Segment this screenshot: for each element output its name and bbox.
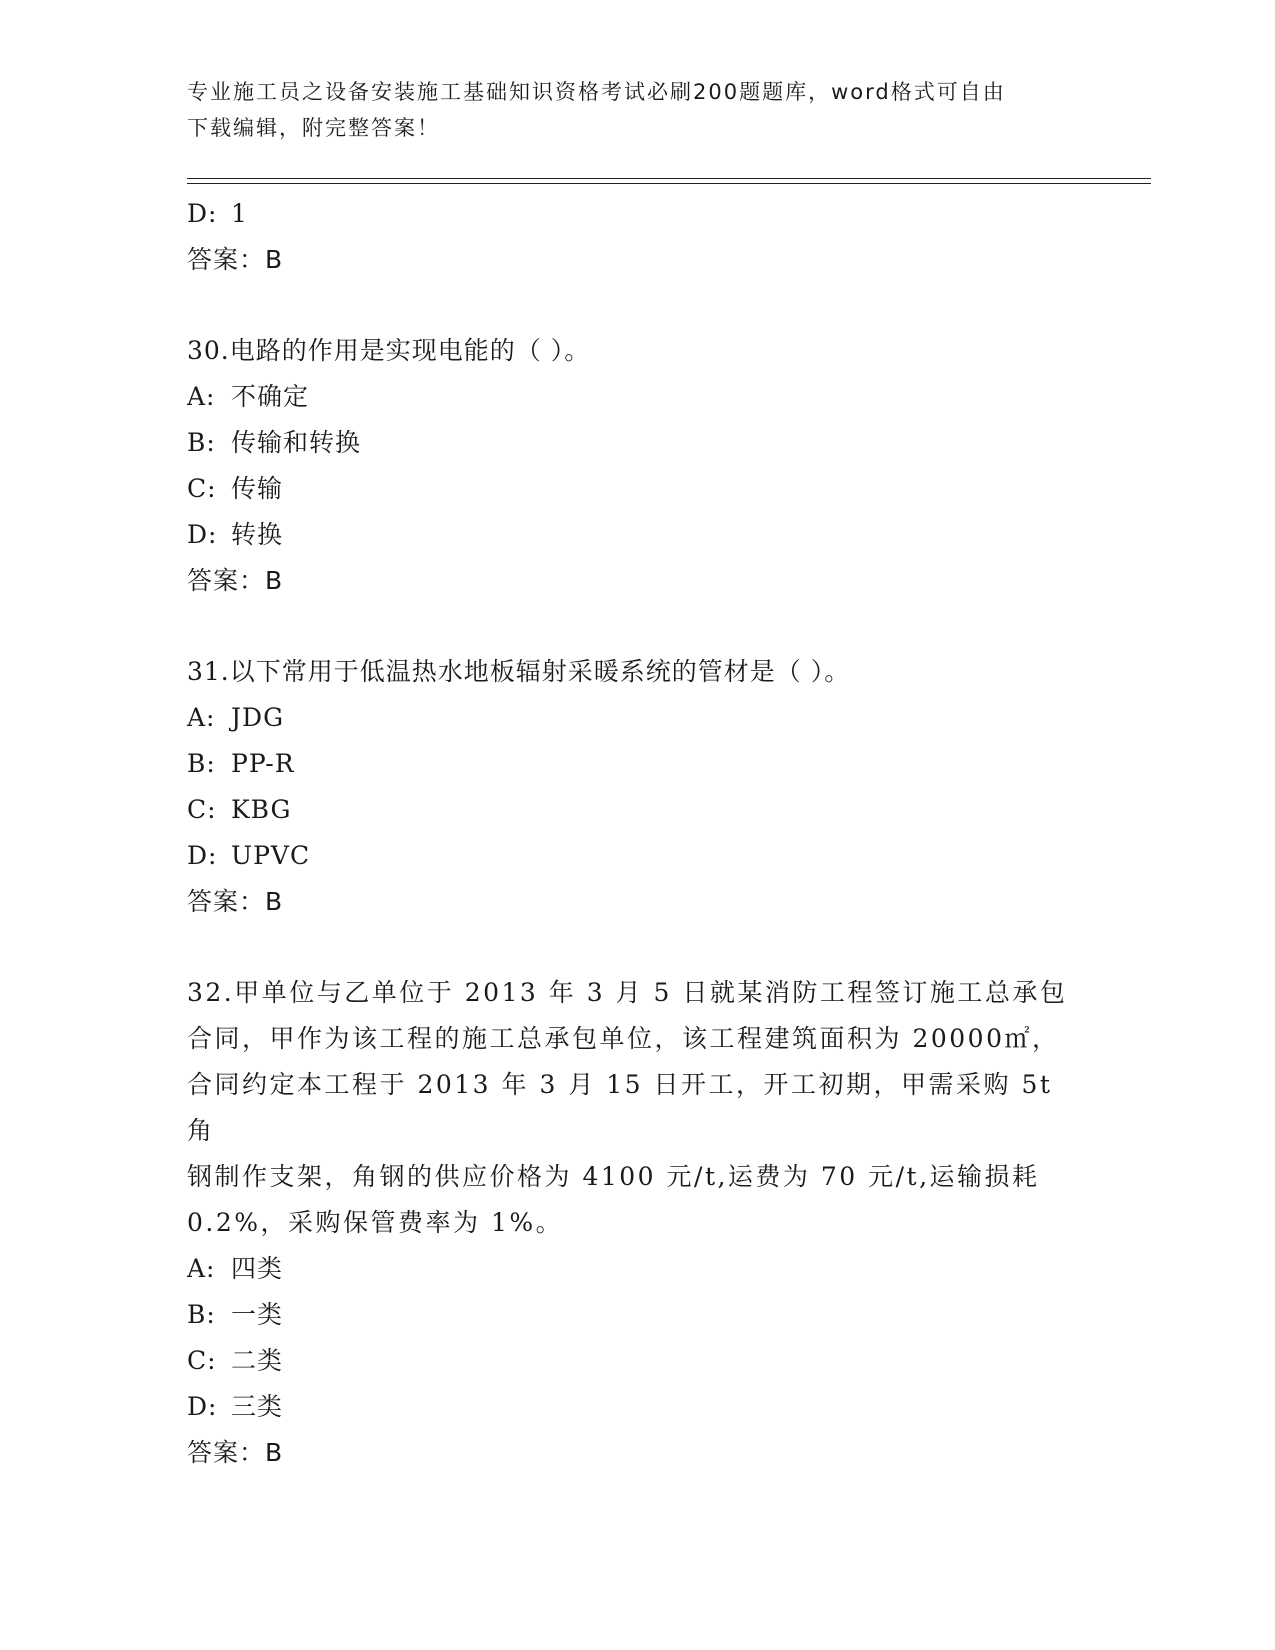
option-key: D: [187, 199, 218, 228]
question-stem-line: 0.2%，采购保管费率为 1%。 [187, 1208, 564, 1237]
option-text: KBG [231, 795, 292, 824]
option-text: PP-R [231, 749, 295, 778]
option-a [187, 1246, 1087, 1292]
question-stem-line: 合同约定本工程于 2013 年 3 月 15 日开工，开工初期，甲需采购 5t 角 [187, 1070, 1053, 1145]
answer-line: 答案：B [187, 566, 284, 595]
question-30 [187, 328, 1087, 604]
option-text: 1 [231, 199, 248, 228]
option-key: B: [187, 428, 216, 457]
option-key: C: [187, 1346, 217, 1375]
option-d [187, 191, 1087, 237]
option-key: A: [187, 703, 216, 732]
answer-line: 答案：B [187, 887, 284, 916]
previous-question-tail [187, 191, 1087, 283]
option-c [187, 787, 1087, 833]
question-stem: 31.以下常用于低温热水地板辐射采暖系统的管材是（ ）。 [187, 657, 851, 686]
question-31 [187, 649, 1087, 925]
header-line-2: 下载编辑，附完整答案！ [187, 116, 440, 140]
option-key: A: [187, 1254, 216, 1283]
option-text: 转换 [231, 520, 284, 549]
option-d [187, 1384, 1087, 1430]
option-key: A: [187, 382, 216, 411]
option-b [187, 420, 1087, 466]
question-stem-line: 钢制作支架，角钢的供应价格为 4100 元/t,运费为 70 元/t,运输损耗 [187, 1162, 1040, 1191]
option-text: 四类 [231, 1254, 284, 1283]
answer-line: 答案：B [187, 1438, 284, 1467]
option-text: 一类 [231, 1300, 284, 1329]
option-d [187, 833, 1087, 879]
option-key: D: [187, 520, 218, 549]
answer-line: 答案：B [187, 245, 284, 274]
question-stem-line: 32.甲单位与乙单位于 2013 年 3 月 5 日就某消防工程签订施工总承包 [187, 978, 1068, 1007]
option-key: C: [187, 474, 217, 503]
option-d [187, 512, 1087, 558]
option-key: B: [187, 749, 216, 778]
option-text: UPVC [231, 841, 311, 870]
option-b [187, 1292, 1087, 1338]
option-text: JDG [231, 703, 285, 732]
option-c [187, 466, 1087, 512]
option-c [187, 1338, 1087, 1384]
header-divider-top [187, 178, 1151, 179]
header-line-1: 专业施工员之设备安装施工基础知识资格考试必刷200题题库，word格式可自由 [187, 80, 1006, 104]
document-body [187, 191, 1087, 1476]
option-text: 不确定 [231, 382, 310, 411]
question-stem-line: 合同，甲作为该工程的施工总承包单位，该工程建筑面积为 20000㎡， [187, 1024, 1060, 1053]
question-stem [187, 970, 1077, 1246]
option-text: 传输 [231, 474, 284, 503]
option-a [187, 695, 1087, 741]
header-divider-bottom [187, 183, 1151, 184]
option-b [187, 741, 1087, 787]
document-header [187, 74, 1067, 146]
option-text: 三类 [231, 1392, 284, 1421]
option-text: 传输和转换 [231, 428, 362, 457]
option-key: D: [187, 841, 218, 870]
question-stem: 30.电路的作用是实现电能的（ ）。 [187, 336, 591, 365]
option-text: 二类 [231, 1346, 284, 1375]
option-a [187, 374, 1087, 420]
question-32 [187, 970, 1087, 1476]
option-key: D: [187, 1392, 218, 1421]
option-key: B: [187, 1300, 216, 1329]
option-key: C: [187, 795, 217, 824]
